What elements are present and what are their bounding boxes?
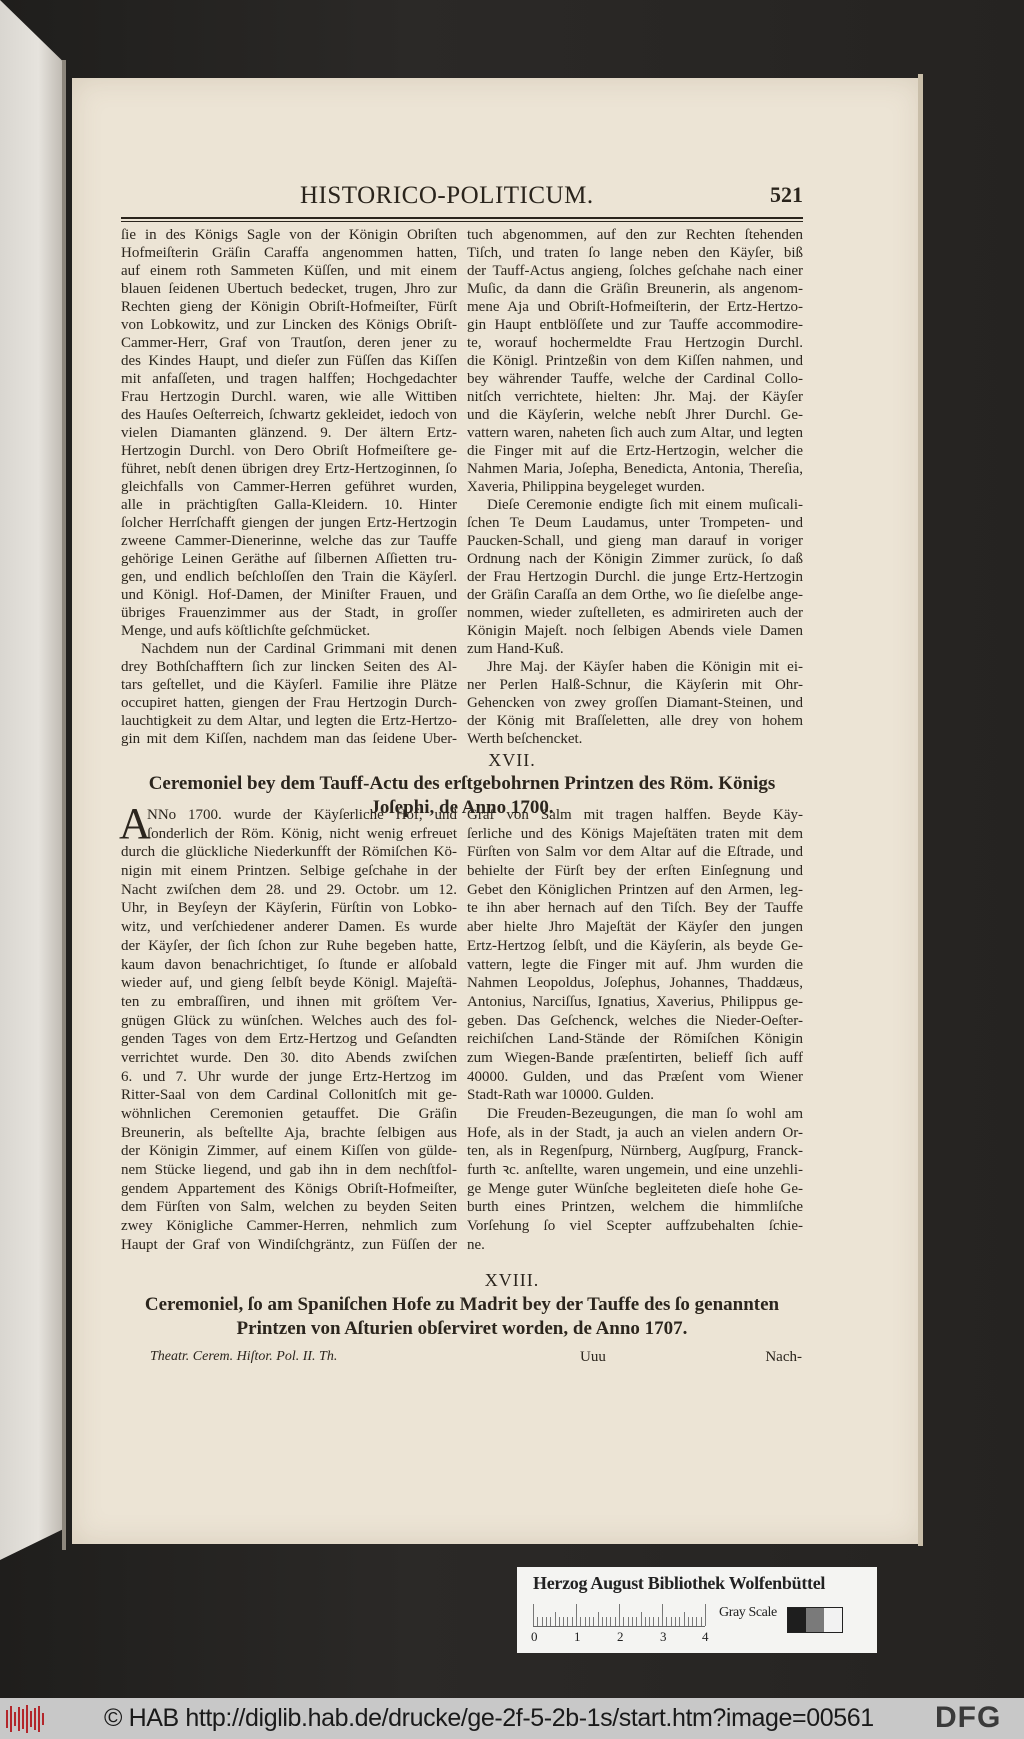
text-line: drey Bothſchafftern ſich zur lincken Seiten des Al-	[121, 659, 457, 675]
ruler-tick	[550, 1617, 551, 1626]
logo-bar	[26, 1705, 28, 1733]
text-line: dem Fürſten von Salm, welchen zu beyden Seiten	[121, 1199, 457, 1216]
text-line: des Hauſes Oeſterreich, ſchwartz gekleidet, iedoch von	[121, 407, 457, 423]
logo-bar	[22, 1709, 24, 1729]
logo-bar	[38, 1706, 40, 1732]
header-rule-thin	[121, 221, 803, 222]
text-line: mene Aja und Obriſt-Hofmeiſterin, der Ertz-Hertzo-	[467, 299, 803, 315]
text-line: der Käyſer, der ſich ſchon zur Ruhe begeben hatte,	[121, 937, 457, 954]
ruler-tick	[576, 1604, 577, 1626]
calibration-card	[517, 1567, 877, 1653]
logo-bar	[6, 1710, 8, 1728]
text-line: Dieſe Ceremonie endigte ſich mit einem muſicali-	[487, 497, 803, 513]
ruler-tick	[662, 1604, 663, 1626]
text-line: gnügen Glück zu wünſchen. Welches auch des fol-	[121, 1012, 457, 1029]
dfg-logo: DFG	[935, 1701, 1002, 1734]
ruler-tick	[705, 1604, 706, 1626]
footer-signature-note: Theatr. Cerem. Hiſtor. Pol. II. Th.	[150, 1349, 338, 1364]
text-line: gendem Appartement des Königs Obriſt-Hofmeiſter,	[121, 1180, 457, 1197]
logo-bar	[10, 1706, 12, 1732]
text-line: wöhnlichen Ceremonien getauffet. Die Gräſin	[121, 1106, 457, 1122]
text-line: vattern waren, naheten ſich auch zum Altar, und legten	[467, 425, 803, 441]
logo-bar	[18, 1707, 20, 1731]
gray-swatch-light	[824, 1608, 842, 1632]
header-rule	[121, 217, 803, 219]
text-line: Ertz-Hertzog ſelbſt, und die Käyſerin, als beyde Ge-	[467, 937, 803, 954]
ruler-tick	[589, 1617, 590, 1626]
text-line: tars geſtellet, und die Käyſerl. Familie ihre Plätze	[121, 677, 457, 693]
library-name: Herzog August Bibliothek Wolfenbüttel	[533, 1573, 826, 1593]
text-line: Ordnung nach der Königin Zimmer zurück, ſo daß	[467, 551, 803, 567]
text-line: Muſic, da dann die Gräſin Breunerin, als angenom-	[467, 281, 803, 297]
text-line: wieder auf, und gieng ſelbſt beyde Königl. Majeſtä-	[121, 975, 457, 992]
text-line: und die Käyſerin, welche nebſt Jhrer Durchl. Ge-	[467, 407, 803, 423]
text-line: ſolcher Herrſchafft giengen der jungen Ertz-Hertzogin	[121, 515, 457, 531]
ruler-tick	[645, 1617, 646, 1626]
viewer-footer-bar	[0, 1698, 1024, 1739]
ruler-tick	[666, 1617, 667, 1626]
text-line: zwey Königliche Cammer-Herren, nehmlich zum	[121, 1218, 457, 1235]
text-line: 40000. Gulden, und das Præſent vom Wiener	[467, 1068, 803, 1085]
text-line: Nahmen Maria, Joſepha, Benedicta, Antonia, Thereſia,	[467, 461, 803, 477]
ruler-tick	[641, 1612, 642, 1626]
text-line: die Finger mit auf die Ertz-Hertzogin, welcher die	[467, 443, 803, 459]
text-line: occupiret hatten, giengen der Frau Hertzogin Durch-	[121, 695, 457, 711]
gray-scale-swatches	[787, 1607, 843, 1633]
section-heading-xvii-line2: Joſephi, de Anno 1700.	[370, 797, 554, 818]
ruler-tick	[602, 1617, 603, 1626]
section-number-xviii: XVIII.	[484, 1270, 540, 1290]
text-line: Hofe, als in der Stadt, ja auch an vielen andern Or-	[467, 1124, 803, 1141]
text-line: der Gräſin Caraſſa an dem Orthe, wo ſie dieſelbe ange-	[467, 587, 803, 603]
ruler-tick	[546, 1617, 547, 1626]
gray-swatch-mid	[806, 1608, 824, 1632]
logo-bar	[14, 1712, 16, 1726]
text-line: Breunerin, als beſtellte Aja, brachte ſelbigen aus	[121, 1124, 457, 1141]
text-line: Gebet den Königlichen Printzen auf den Armen, leg-	[467, 881, 803, 898]
gathering-mark: Uuu	[580, 1349, 606, 1365]
ruler-tick	[606, 1617, 607, 1626]
text-line: der König mit Braſſeletten, alle drey von hohem	[467, 713, 803, 729]
ruler-tick	[623, 1617, 624, 1626]
text-line: ſerliche und des Königs Majeſtäten traten mit dem	[467, 825, 803, 842]
ruler-tick	[636, 1617, 637, 1626]
ruler-tick	[619, 1604, 620, 1626]
ruler-tick	[567, 1617, 568, 1626]
hab-logo-icon	[6, 1705, 44, 1733]
text-line: Nahmen Leopoldus, Joſephus, Johannes, Thaddæus,	[467, 975, 803, 992]
ruler-label: 1	[574, 1629, 581, 1644]
text-line: gehörige Leinen Geräthe auf ſilbernen Aſſietten tru-	[121, 551, 457, 567]
text-line: ſie in des Königs Sagle von der Königin Obriſten	[121, 227, 457, 243]
ruler-tick	[537, 1617, 538, 1626]
ruler-tick	[649, 1617, 650, 1626]
column-top-right	[467, 226, 803, 748]
ruler-tick	[572, 1617, 573, 1626]
logo-bar	[34, 1708, 36, 1730]
text-line: ne.	[467, 1236, 485, 1253]
book-spine-edge	[62, 60, 66, 1550]
catchword: Nach-	[765, 1349, 802, 1365]
ruler-tick	[679, 1617, 680, 1626]
text-line: furth ꝛc. anſtellte, waren ungemein, und eine unzehli-	[467, 1162, 803, 1179]
text-line: führet, nebſt denen übrigen drey Ertz-Hertzoginnen, ſo	[121, 461, 457, 477]
text-line: Nacht zwiſchen dem 28. und 29. Octobr. um 12.	[121, 881, 457, 898]
section-heading-xvii-line1: Ceremoniel bey dem Tauff-Actu des erſtgebohrnen Printzen des Röm. Königs	[148, 773, 776, 794]
text-line: zweene Cammer-Dienerinne, welche das zur Tauffe	[121, 533, 457, 549]
text-line: Menge, und aufs köſtlichſte geſchmücket.	[121, 623, 371, 639]
text-line: nigin mit einem Printzen. Selbige geſchahe in der	[121, 863, 457, 880]
text-line: lauchtigkeit zu dem Altar, und legten die Ertz-Hertzo-	[121, 713, 457, 729]
ruler-label: 2	[617, 1629, 624, 1644]
gray-swatch-dark	[788, 1608, 806, 1632]
text-line: Fürſten von Salm vor dem Altar auf die Eſtrade, und	[467, 844, 803, 861]
text-line: Gehencken von zwey groſſen Diamant-Steinen, und	[467, 695, 803, 711]
ruler-tick	[701, 1617, 702, 1626]
section-number-xvii: XVII.	[488, 750, 536, 770]
text-line: vattern, legte die Finger mit auf. Jhm wurden die	[467, 956, 803, 973]
page-number: 521	[770, 182, 803, 207]
ruler-label: 4	[702, 1629, 709, 1644]
text-line: die Königl. Printzeßin von dem Kiſſen nahmen, und	[467, 353, 803, 369]
column-top-left	[121, 226, 457, 748]
text-line: bey währender Tauffe, welche der Cardinal Collo-	[467, 371, 803, 387]
text-line: Uhr, in Beyſeyn der Käyſerin, Fürſtin von Lobko-	[121, 900, 457, 917]
text-line: nommen, wieder zuſtelleten, es admirireten auch der	[467, 605, 803, 621]
ruler-tick	[632, 1617, 633, 1626]
copyright-url[interactable]: © HAB http://diglib.hab.de/drucke/ge-2f-5-2b-1s/start.htm?image=00561	[104, 1704, 874, 1732]
text-line: alle in prächtigſten Galla-Kleidern. 10. Hinter	[121, 497, 457, 513]
text-line: ner Perlen Halß-Schnur, die Käyſerin mit Ohr-	[467, 677, 803, 693]
previous-page-edge	[0, 0, 64, 1560]
text-line: ſonderlich der Röm. König, nicht wenig erfreuet	[147, 825, 457, 842]
text-line: gin Haupt entblöſſete und zur Tauffe accommodire-	[467, 317, 803, 333]
text-line: des Kindes Haupt, und dieſer zun Füſſen das Kiſſen	[121, 353, 457, 369]
text-line: blauen ſeidenen Ubertuch bedecket, trugen, Jhro zur	[121, 281, 457, 297]
ruler-tick	[559, 1617, 560, 1626]
text-line: zum Wiegen-Bande præſentirten, belieff ſich auff	[467, 1049, 803, 1066]
text-line: Tiſch, und traten ſo lange neben den Käyſer, biß	[467, 245, 803, 261]
text-line: verrichtet wurde. Den 30. dito Abends zwiſchen	[121, 1049, 457, 1066]
logo-bar	[42, 1713, 44, 1725]
text-line: nem Stücke liegend, und gab ihn in dem nechſtfol-	[121, 1162, 457, 1179]
logo-bar	[30, 1711, 32, 1727]
section-heading-xviii-line1: Ceremoniel, ſo am Spaniſchen Hofe zu Madrit bey der Tauffe des ſo genannten	[144, 1294, 780, 1315]
ruler-tick	[671, 1617, 672, 1626]
ruler-tick	[684, 1612, 685, 1626]
text-line: mit anfaſſeten, und tragen halffen; Hochgedachter	[121, 371, 457, 387]
text-line: behielte der Fürſt bey der erſten Einſegnung und	[467, 863, 803, 880]
text-line: der Königin Zimmer, auf einem Kiſſen von gülde-	[121, 1143, 457, 1160]
text-line: gen, und endlich beſchloſſen den Train die Käyſerl.	[121, 569, 457, 585]
ruler-tick	[563, 1617, 564, 1626]
text-line: der Tauff-Actus angieng, ſolches geſchahe nach einer	[467, 263, 803, 279]
ruler-tick	[555, 1612, 556, 1626]
text-line: te, worauf hochermeldte Frau Hertzogin Durchl.	[467, 335, 803, 351]
text-line: Paucken-Schall, und gieng man darauf in voriger	[467, 533, 803, 549]
text-line: übriges Frauenzimmer aus der Stadt, in groſſer	[121, 605, 457, 621]
text-line: Frau Hertzogin Durchl. waren, wie alle Wittiben	[121, 389, 457, 405]
text-line: und Königl. Hof-Damen, der Miniſter Frauen, und	[121, 587, 457, 603]
text-line: Graf von Salm mit tragen halffen. Beyde Käy-	[467, 807, 803, 823]
text-line: Jhre Maj. der Käyſer haben die Königin mit ei-	[487, 659, 803, 675]
ruler-label: 3	[660, 1629, 667, 1644]
text-line: tuch abgenommen, auf den zur Rechten ſtehenden	[467, 227, 803, 243]
ruler-tick	[533, 1604, 534, 1626]
text-line: reichiſchen Land-Stände der Römiſchen Königin	[467, 1031, 803, 1048]
text-line: auf einem roth Sammeten Küſſen, und mit einem	[121, 263, 457, 279]
text-line: Antonius, Narciſſus, Ignatius, Xaverius, Philippus ge-	[467, 993, 803, 1010]
text-line: 6. und 7. Uhr wurde der junge Ertz-Hertzog im	[121, 1068, 457, 1085]
ruler-tick	[675, 1617, 676, 1626]
ruler-tick	[658, 1617, 659, 1626]
text-line: Rechten gieng der Königin Obriſt-Hofmeiſter, Fürſt	[121, 299, 457, 315]
text-line: te ihn aber hernach auf den Tiſch. Bey der Tauffe	[467, 900, 803, 917]
text-line: nitſch verrichtete, hielten: Jhr. Maj. der Käyſer	[467, 389, 803, 405]
ruler-scale	[533, 1604, 705, 1627]
text-line: Königin Majeſt. noch ſelbigen Abends viele Damen	[467, 623, 803, 639]
text-line: ſchen Te Deum Laudamus, unter Trompeten- und	[467, 515, 803, 531]
gray-scale-label: Gray Scale	[719, 1605, 777, 1620]
text-line: Haupt der Graf von Windiſchgräntz, zun Füſſen der	[121, 1236, 457, 1253]
ruler-tick	[598, 1612, 599, 1626]
text-line: geben. Das Geſchenck, welches die Nieder-Oeſter-	[467, 1012, 803, 1029]
section-heading-xviii-line2: Printzen von Aſturien obſerviret worden, de Anno 1707.	[236, 1318, 688, 1339]
ruler-tick	[653, 1617, 654, 1626]
text-line: gleichfalls von Cammer-Herren geführet wurden,	[121, 479, 457, 495]
ruler-tick	[610, 1617, 611, 1626]
text-line: Die Freuden-Bezeugungen, die man ſo wohl am	[487, 1106, 803, 1122]
text-line: ten zu embraſſiren, und ihnen mit gröſtem Ver-	[121, 993, 457, 1010]
running-head: HISTORICO-POLITICUM.	[300, 182, 594, 209]
text-line: burth eines Printzen, welchem die himmliſche	[467, 1199, 803, 1216]
text-line: durch die glückliche Niederkunfft der Römiſchen Kö-	[121, 844, 457, 861]
text-line: Stadt-Rath war 10000. Gulden.	[467, 1087, 655, 1104]
ruler-tick	[585, 1617, 586, 1626]
text-line: ten, als in Regenſpurg, Nürnberg, Augſpurg, Franck-	[467, 1143, 803, 1160]
text-line: Hofmeiſterin Gräſin Caraffa angenommen hatten,	[121, 245, 457, 261]
text-line: witz, und verſchiedener anderer Damen. Es wurde	[121, 919, 457, 936]
ruler-tick	[692, 1617, 693, 1626]
ruler-tick	[593, 1617, 594, 1626]
text-line: Ritter-Saal von dem Cardinal Collonitſch mit ge-	[121, 1087, 457, 1104]
ruler-tick	[542, 1617, 543, 1626]
text-line: Xaveria, Philippina beygeleget wurden.	[467, 479, 705, 495]
text-line: vielen Diamanten glänzend. 9. Der ältern Ertz-	[121, 425, 457, 441]
column-lower-right	[467, 806, 803, 1255]
text-line: gin mit dem Kiſſen, nachdem man das ſeidene Uber-	[121, 731, 457, 747]
drop-cap: A	[119, 799, 151, 848]
text-line: der Frau Hertzogin Durchl. die junge Ertz-Hertzogin	[467, 569, 803, 585]
ruler-label: 0	[531, 1629, 538, 1644]
text-line: ge Menge guter Wünſche begleiteten dieſe hohe Ge-	[467, 1180, 803, 1197]
text-line: genden Tages von dem Ertz-Hertzog und Geſandten	[121, 1031, 457, 1048]
text-line: Werth beſchencket.	[467, 731, 583, 747]
text-line: Cammer-Herr, Graf von Trautſon, deren jener zu	[121, 335, 457, 351]
text-line: von Lobkowitz, und zur Lincken des Königs Obriſt-	[121, 317, 457, 333]
text-line: Hertzogin Durchl. von Dero Obriſt Hofmeiſtere ge-	[121, 443, 457, 459]
text-line: Nachdem nun der Cardinal Grimmani mit denen	[141, 641, 457, 657]
text-line: zum Hand-Kuß.	[467, 641, 564, 657]
ruler-tick	[580, 1617, 581, 1626]
ruler-tick	[628, 1617, 629, 1626]
text-line: kaum davon benachrichtiget, ſo ſtunde er alſobald	[121, 956, 457, 973]
ruler-tick	[615, 1617, 616, 1626]
ruler-tick	[696, 1617, 697, 1626]
text-line: NNo 1700. wurde der Käyſerliche Hof, und	[147, 807, 457, 823]
text-line: Vorſehung ſo viel Scepter auffzubehalten ſchie-	[467, 1218, 803, 1235]
text-line: aber hielte Jhro Majeſtät der Käyſer den jungen	[467, 919, 803, 936]
page-right-edge	[918, 74, 923, 1546]
column-lower-left	[119, 799, 457, 1255]
ruler-tick	[688, 1617, 689, 1626]
